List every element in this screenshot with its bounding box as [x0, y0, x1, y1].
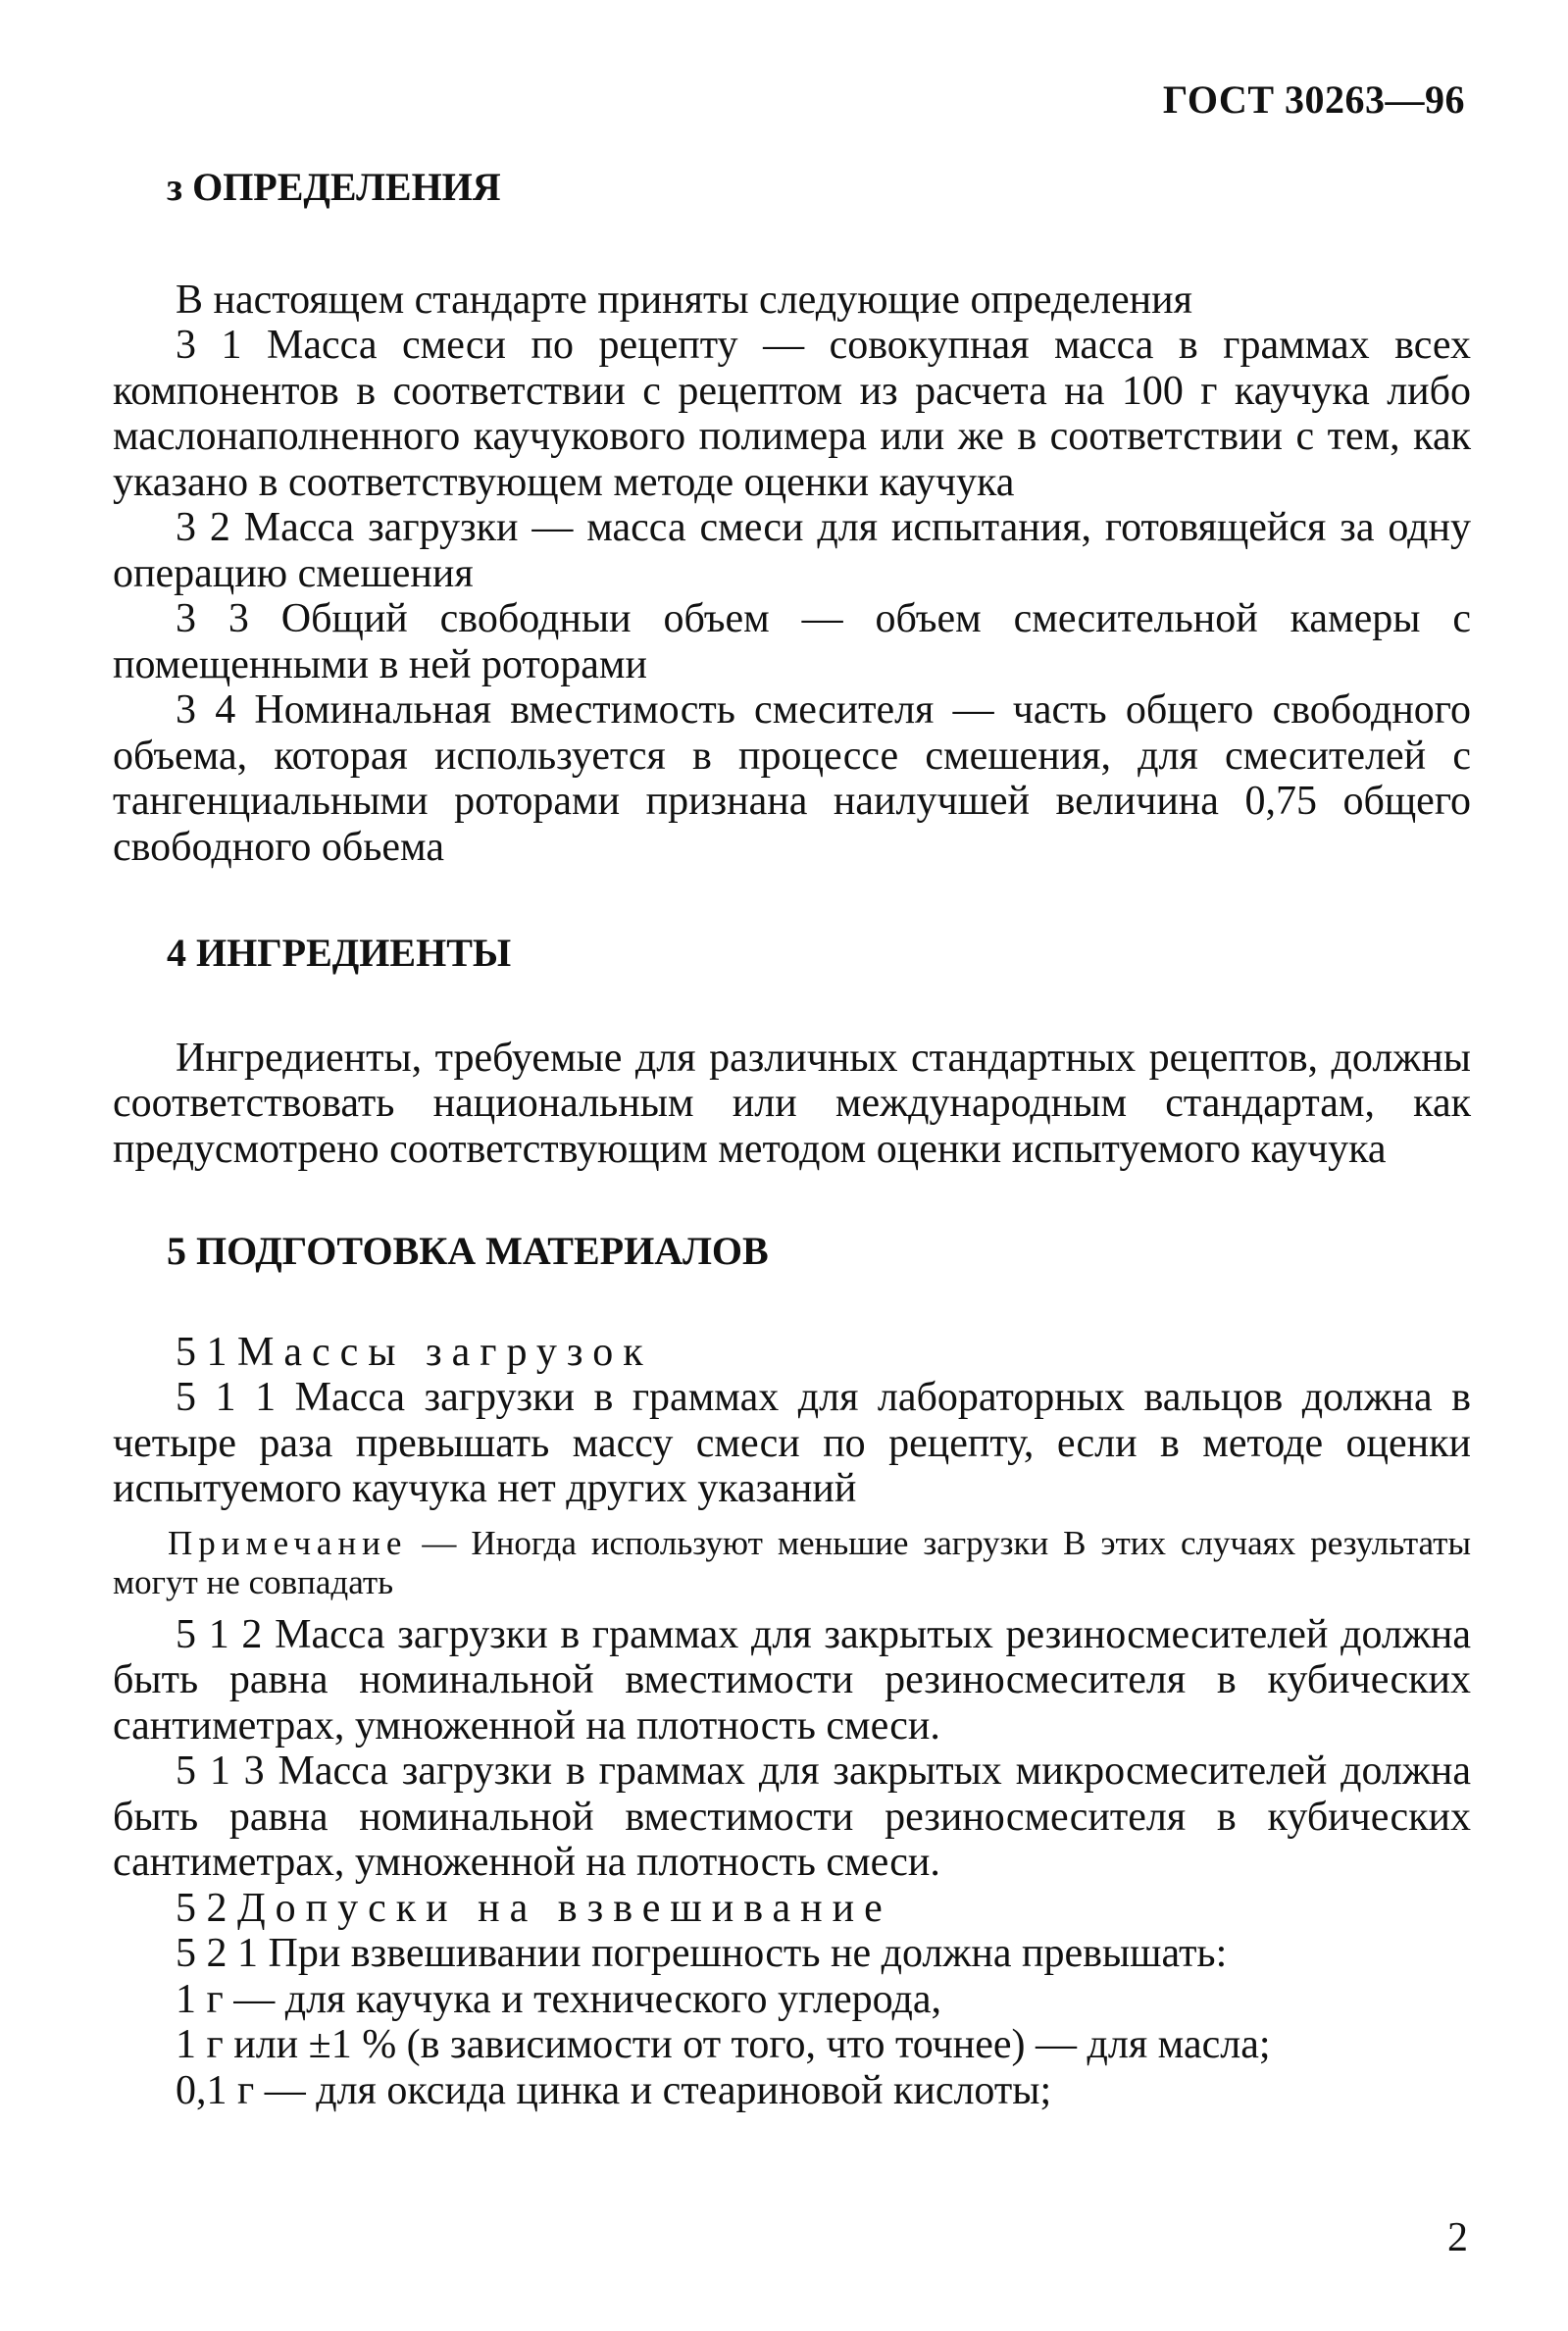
paragraph-5-1-1: 5 1 1 Масса загрузки в граммах для лабораторных вальцов должна в четыре раза превышать массу смеси по рецепту, если в методе оценки испытуемого каучука нет других указаний: [113, 1375, 1471, 1511]
tolerance-item-1: 1 г — для каучука и технического углерода,: [176, 1976, 941, 2022]
section-3-intro: В настоящем стандарте приняты следующие определения: [176, 277, 1192, 323]
subsection-5-2-number: 5 2: [176, 1885, 228, 1931]
definition-3-1: 3 1 Масса смеси по рецепту — совокупная масса в граммах всех компонентов в соответствии с рецептом из расчета на 100 г каучука либо маслонаполненного каучукового полимера или же в соответствии с тем, как указано в соответствующем методе оценки каучука: [113, 323, 1471, 505]
subsection-5-1-title: Массы загрузок: [237, 1329, 653, 1375]
subsection-5-1-number: 5 1: [176, 1329, 228, 1375]
page-number: 2: [1447, 2215, 1468, 2260]
definition-3-3: 3 3 Общий свободныи объем — объем смесительной камеры с помещенными в ней роторами: [113, 596, 1471, 687]
subsection-5-2-title: Допуски на взвешивание: [237, 1885, 892, 1931]
section-5-title: 5 ПОДГОТОВКА МАТЕРИАЛОВ: [167, 1229, 769, 1273]
definition-3-2: 3 2 Масса загрузки — масса смеси для испытания, готовящейся за одну операцию смешения: [113, 505, 1471, 596]
tolerance-item-2: 1 г или ±1 % (в зависимости от того, что точнее) — для масла;: [176, 2022, 1271, 2067]
note-label: Примечание: [168, 1523, 408, 1562]
document-body: [113, 165, 1471, 2113]
section-4-text: Ингредиенты, требуемые для различных стандартных рецептов, должны соответствовать национальным или международным стандартам, как предусмотрено соответствующим методом оценки испытуемого каучука: [113, 1035, 1471, 1172]
section-4-title: 4 ИНГРЕДИЕНТЫ: [167, 931, 512, 975]
tolerance-item-3: 0,1 г — для оксида цинка и стеариновой кислоты;: [176, 2067, 1052, 2113]
subsection-5-1-heading: [113, 1330, 1471, 1376]
paragraph-5-2-1: 5 2 1 При взвешивании погрешность не должна превышать:: [176, 1931, 1228, 1976]
note-paragraph: [113, 1524, 1471, 1602]
paragraph-5-1-2: 5 1 2 Масса загрузки в граммах для закрытых резиносмесителей должна быть равна номинальной вместимости резиносмесителя в кубических сантиметрах, умноженной на плотность смеси.: [113, 1611, 1471, 1748]
definition-3-4: 3 4 Номинальная вместимость смесителя — часть общего свободного объема, которая используется в процессе смешения, для смесителей с тангенциальными роторами признана наилучшей величина 0,75 общего свободного обьема: [113, 687, 1471, 870]
paragraph-5-1-3: 5 1 3 Масса загрузки в граммах для закрытых микросмесителей должна быть равна номинальной вместимости резиносмесителя в кубических сантиметрах, умноженной на плотность смеси.: [113, 1748, 1471, 1885]
subsection-5-2-heading: [113, 1886, 1471, 1932]
note-text: — Иногда используют меньшие загрузки В этих случаях результаты могут не совпадать: [113, 1523, 1471, 1601]
document-header: ГОСТ 30263—96: [1162, 77, 1465, 122]
section-3-title: з ОПРЕДЕЛЕНИЯ: [167, 165, 501, 209]
